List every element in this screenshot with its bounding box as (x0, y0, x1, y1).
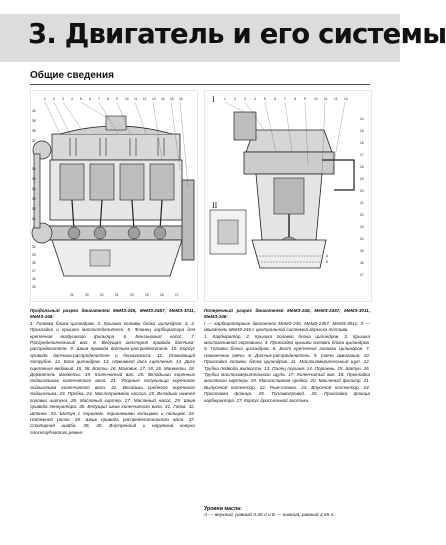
callout-label: 12 (143, 97, 147, 101)
callout-label: 39 (32, 119, 36, 123)
callout-label: 14 (360, 117, 364, 121)
callout-label: 22 (360, 213, 364, 217)
callout-label: 24 (360, 237, 364, 241)
callout-label: 33 (32, 197, 36, 201)
callout-label: 29 (32, 253, 36, 257)
caption-heading: Поперечный разрез двигателей МеМЗ-245, МеМЗ-2457, МеМЗ-3011, МеМЗ-246: (204, 308, 370, 320)
callout-label: 21 (115, 293, 119, 297)
callout-label: 7 (98, 97, 100, 101)
callout-label: 36 (32, 167, 36, 171)
callout-label: 27 (360, 273, 364, 277)
callout-label: 21 (360, 201, 364, 205)
callout-label: 26 (360, 261, 364, 265)
callout-label: 20 (360, 189, 364, 193)
caption-body: 1. Карбюратор. 2. Крышка головки блока цилиндров. 3. Крышка маслозаливной горловины. 4. Прокладка крышки головки блока цилиндров. 5. Головка блока цилиндров. 6. Болт крепления головки цилиндров. 7. Наконечник свечи. 8. Датчик-распределитель. 9. Свеча зажигания. 10. Прокладка головки блока цилиндров. 11. Маслоизмерительный щуп. 12. Трубка подвода жидкости. 13. Палец поршня. 14. Поршень. 15. Шатун. 16. Трубка маслоизмерительного щупа. 17. Коленчатый вал. 18. Прокладка масляного картера. 19. Маслосливная пробка. 20. Масляный фильтр. 21. Выпускной коллектор. 22. Рым-планка. 23. Впускной коллектор. 24. Проставка фланца. 25. Топливопровод. 26. Прокладка фланца карбюратора. 27. Корпус дроссельной заслонки. (204, 333, 370, 403)
callout-label: 8 (294, 97, 296, 101)
callout-label: 31 (32, 217, 36, 221)
callout-label: 19 (145, 293, 149, 297)
callout-label: 6 (89, 97, 91, 101)
callout-label: 9 (304, 97, 306, 101)
oil-levels-title: Уровни масла: (204, 506, 242, 512)
transverse-section-figure (204, 90, 372, 302)
callout-label: 26 (32, 277, 36, 281)
chapter-title: 3. Двигатель и его системы (28, 18, 446, 50)
callout-label: 17 (360, 153, 364, 157)
transverse-section-drawing (204, 90, 372, 302)
callout-label: 13 (344, 97, 348, 101)
variant-roman-1: I (212, 95, 215, 104)
callout-label: 5 (80, 97, 82, 101)
callout-label: 35 (32, 177, 36, 181)
callout-label: 4 (71, 97, 73, 101)
callout-label: 15 (170, 97, 174, 101)
section-divider (30, 84, 370, 85)
oil-level-a-mark: А (326, 254, 329, 258)
callout-label: 15 (360, 129, 364, 133)
callout-label: 34 (32, 187, 36, 191)
transverse-section-caption (204, 308, 370, 404)
callout-label: 16 (179, 97, 183, 101)
callout-label: 3 (244, 97, 246, 101)
callout-label: 20 (130, 293, 134, 297)
callout-label: 25 (32, 285, 36, 289)
callout-label: 11 (324, 97, 328, 101)
callout-label: 24 (70, 293, 74, 297)
callout-label: 38 (32, 129, 36, 133)
callout-label: 30 (32, 245, 36, 249)
callout-label: 19 (360, 177, 364, 181)
callout-label: 5 (264, 97, 266, 101)
callout-label: 1 (44, 97, 46, 101)
callout-label: 23 (85, 293, 89, 297)
callout-label: 10 (125, 97, 129, 101)
callout-label: 1 (224, 97, 226, 101)
callout-label: 2 (234, 97, 236, 101)
callout-label: 18 (160, 293, 164, 297)
callout-label: 10 (314, 97, 318, 101)
caption-heading: Продольный разрез двигателей МеМЗ-245, МеМЗ-2457, МеМЗ-3011, МеМЗ-246: (30, 308, 195, 320)
callout-label: 22 (100, 293, 104, 297)
callout-label: 17 (175, 293, 179, 297)
longitudinal-section-figure (30, 90, 198, 302)
callout-label: 28 (32, 261, 36, 265)
oil-level-b-mark: Б (326, 260, 329, 264)
callout-label: 40 (32, 109, 36, 113)
callout-label: 13 (152, 97, 156, 101)
callout-label: 25 (360, 249, 364, 253)
callout-label: 11 (134, 97, 138, 101)
callout-label: 6 (274, 97, 276, 101)
longitudinal-section-drawing (30, 90, 198, 302)
oil-levels-text: А — верхний, равный 3,45 л и Б — нижний, равный 2,45 л. (204, 513, 335, 518)
section-title: Общие сведения (30, 70, 114, 81)
callout-label: 16 (360, 141, 364, 145)
callout-label: 32 (32, 207, 36, 211)
callout-label: 7 (284, 97, 286, 101)
callout-label: 12 (334, 97, 338, 101)
callout-label: 4 (254, 97, 256, 101)
callout-label: 23 (360, 225, 364, 229)
caption-variants: I — карбюраторные двигатели МеМЗ-245, МеМЗ-2457, МеМЗ-3011; II — двигатель МеМЗ-246 с центральной системой впрыска топлива. (204, 320, 370, 333)
callout-label: 37 (32, 139, 36, 143)
callout-label: 27 (32, 269, 36, 273)
callout-label: 8 (107, 97, 109, 101)
callout-label: 14 (161, 97, 165, 101)
callout-label: 2 (53, 97, 55, 101)
caption-body: 1. Головка блока цилиндров. 2. Крышка головки блока цилиндров. 3, 4. Прокладка и крышка маслоотделителя. 5. Фланец карбюратора для крепления воздушного фильтра. 6. Бензиновый насос. 7. Распределительный вал. 8. Ведущая шестерня привода датчика-распределителя. 9. Шкив привода датчика-распределителя. 10. Корпус привода датчика-распределителя и бензонасоса. 11. Отводящий патрубок. 12. Блок цилиндров. 13. Нажимной диск сцепления. 14. Диск сцепления ведомый. 15, 38. Болты. 16. Маховик. 17, 18, 26. Манжеты. 18. Держатель манжеты. 19. Коленчатый вал. 20. Вкладыши коренных подшипников коленчатого вала. 21. Упорные полукольца коренного подшипника коленчатого вала. 22. Вкладыш среднего коренного подшипника. 23. Пробка. 24. Маслоприемник насоса. 25. Вкладыш нижней головки шатуна. 26. Масляный картер. 27. Масляный насос. 29. Шкив привода генератора. 30. Ведущий шкив коленчатого вала. 31. Гайка. 32. Шпонка. 33. Шатун с поршнем, поршневыми кольцами и пальцем. 34. Натяжной ролик. 35. Шкив привода распределительного вала. 37. Стопорная шайба. 39, 40. Внутренний и наружный кожухи плоскозубчатого ремня. (30, 320, 195, 435)
longitudinal-section-caption (30, 308, 195, 436)
callout-label: 3 (62, 97, 64, 101)
callout-label: 9 (116, 97, 118, 101)
callout-label: 18 (360, 165, 364, 169)
variant-roman-2: II (212, 201, 218, 210)
